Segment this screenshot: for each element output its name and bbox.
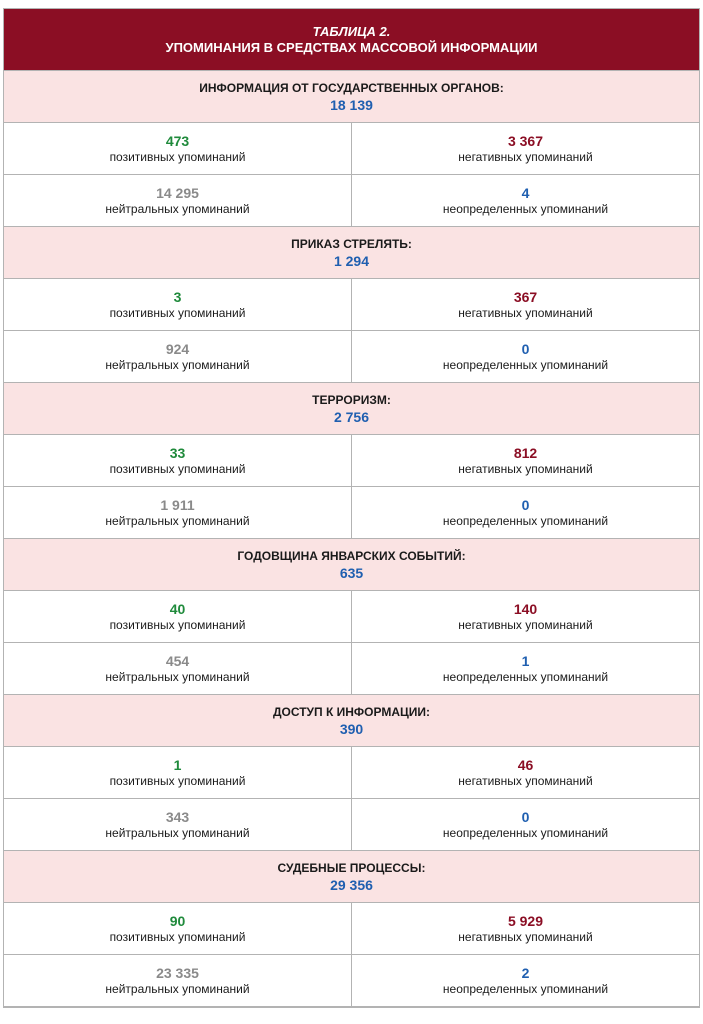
section-header	[4, 695, 699, 747]
negative-label: негативных упоминаний	[458, 618, 593, 632]
positive-count: 33	[169, 445, 186, 461]
positive-count: 90	[169, 913, 186, 929]
table-title	[4, 9, 699, 71]
media-mentions-table	[3, 8, 700, 1008]
negative-cell	[352, 123, 699, 174]
table-section	[4, 539, 699, 695]
undefined-label: неопределенных упоминаний	[442, 826, 609, 840]
table-row	[4, 175, 699, 227]
section-total: 635	[339, 564, 364, 581]
section-name: ПРИКАЗ СТРЕЛЯТЬ:	[291, 236, 412, 251]
positive-cell	[4, 591, 352, 642]
negative-cell	[352, 591, 699, 642]
section-total: 2 756	[333, 408, 370, 425]
sections-container	[4, 71, 699, 1007]
undefined-label: неопределенных упоминаний	[442, 982, 609, 996]
negative-count: 812	[513, 445, 538, 461]
neutral-cell	[4, 955, 352, 1006]
undefined-cell	[352, 331, 699, 382]
neutral-count: 924	[165, 341, 190, 357]
undefined-count: 4	[521, 185, 530, 201]
table-caption: УПОМИНАНИЯ В СРЕДСТВАХ МАССОВОЙ ИНФОРМАЦИИ	[165, 39, 538, 55]
neutral-label: нейтральных упоминаний	[105, 670, 250, 684]
negative-cell	[352, 435, 699, 486]
positive-label: позитивных упоминаний	[109, 306, 246, 320]
undefined-label: неопределенных упоминаний	[442, 358, 609, 372]
negative-count: 367	[513, 289, 538, 305]
table-row	[4, 903, 699, 955]
table-row	[4, 955, 699, 1007]
neutral-label: нейтральных упоминаний	[105, 514, 250, 528]
negative-label: негативных упоминаний	[458, 150, 593, 164]
negative-label: негативных упоминаний	[458, 462, 593, 476]
positive-cell	[4, 747, 352, 798]
table-row	[4, 331, 699, 383]
undefined-count: 1	[521, 653, 530, 669]
table-section	[4, 227, 699, 383]
section-total: 390	[339, 720, 364, 737]
neutral-cell	[4, 175, 352, 226]
undefined-count: 0	[521, 341, 530, 357]
section-header	[4, 227, 699, 279]
positive-count: 1	[173, 757, 182, 773]
section-header	[4, 851, 699, 903]
section-header	[4, 539, 699, 591]
positive-cell	[4, 279, 352, 330]
table-row	[4, 799, 699, 851]
neutral-label: нейтральных упоминаний	[105, 982, 250, 996]
section-total: 29 356	[330, 876, 373, 893]
negative-cell	[352, 903, 699, 954]
undefined-cell	[352, 175, 699, 226]
positive-label: позитивных упоминаний	[109, 774, 246, 788]
table-row	[4, 279, 699, 331]
negative-count: 140	[513, 601, 538, 617]
negative-cell	[352, 279, 699, 330]
neutral-label: нейтральных упоминаний	[105, 358, 250, 372]
undefined-label: неопределенных упоминаний	[442, 202, 609, 216]
table-row	[4, 643, 699, 695]
section-header	[4, 71, 699, 123]
section-header	[4, 383, 699, 435]
positive-cell	[4, 903, 352, 954]
neutral-cell	[4, 643, 352, 694]
negative-label: негативных упоминаний	[458, 930, 593, 944]
negative-label: негативных упоминаний	[458, 774, 593, 788]
undefined-label: неопределенных упоминаний	[442, 670, 609, 684]
table-row	[4, 487, 699, 539]
positive-cell	[4, 435, 352, 486]
neutral-count: 14 295	[156, 185, 199, 201]
undefined-cell	[352, 487, 699, 538]
table-section	[4, 71, 699, 227]
undefined-count: 0	[521, 809, 530, 825]
table-row	[4, 747, 699, 799]
negative-count: 46	[517, 757, 534, 773]
table-section	[4, 851, 699, 1007]
table-row	[4, 435, 699, 487]
table-row	[4, 591, 699, 643]
section-total: 1 294	[333, 252, 370, 269]
undefined-cell	[352, 955, 699, 1006]
section-name: ИНФОРМАЦИЯ ОТ ГОСУДАРСТВЕННЫХ ОРГАНОВ:	[199, 80, 504, 95]
positive-count: 3	[173, 289, 182, 305]
table-number: ТАБЛИЦА 2.	[312, 23, 391, 39]
neutral-cell	[4, 487, 352, 538]
positive-label: позитивных упоминаний	[109, 618, 246, 632]
neutral-cell	[4, 331, 352, 382]
neutral-count: 343	[165, 809, 190, 825]
positive-label: позитивных упоминаний	[109, 930, 246, 944]
positive-count: 473	[165, 133, 190, 149]
negative-count: 3 367	[507, 133, 544, 149]
neutral-label: нейтральных упоминаний	[105, 826, 250, 840]
neutral-count: 23 335	[156, 965, 199, 981]
undefined-label: неопределенных упоминаний	[442, 514, 609, 528]
positive-label: позитивных упоминаний	[109, 462, 246, 476]
neutral-count: 454	[165, 653, 190, 669]
positive-cell	[4, 123, 352, 174]
section-total: 18 139	[330, 96, 373, 113]
neutral-cell	[4, 799, 352, 850]
table-section	[4, 383, 699, 539]
section-name: ГОДОВЩИНА ЯНВАРСКИХ СОБЫТИЙ:	[237, 548, 466, 563]
negative-cell	[352, 747, 699, 798]
section-name: ТЕРРОРИЗМ:	[312, 392, 391, 407]
negative-label: негативных упоминаний	[458, 306, 593, 320]
neutral-label: нейтральных упоминаний	[105, 202, 250, 216]
negative-count: 5 929	[507, 913, 544, 929]
table-section	[4, 695, 699, 851]
section-name: ДОСТУП К ИНФОРМАЦИИ:	[272, 704, 431, 719]
undefined-count: 0	[521, 497, 530, 513]
section-name: СУДЕБНЫЕ ПРОЦЕССЫ:	[277, 860, 426, 875]
neutral-count: 1 911	[160, 497, 195, 513]
undefined-cell	[352, 643, 699, 694]
positive-count: 40	[169, 601, 186, 617]
table-row	[4, 123, 699, 175]
undefined-count: 2	[521, 965, 530, 981]
undefined-cell	[352, 799, 699, 850]
positive-label: позитивных упоминаний	[109, 150, 246, 164]
